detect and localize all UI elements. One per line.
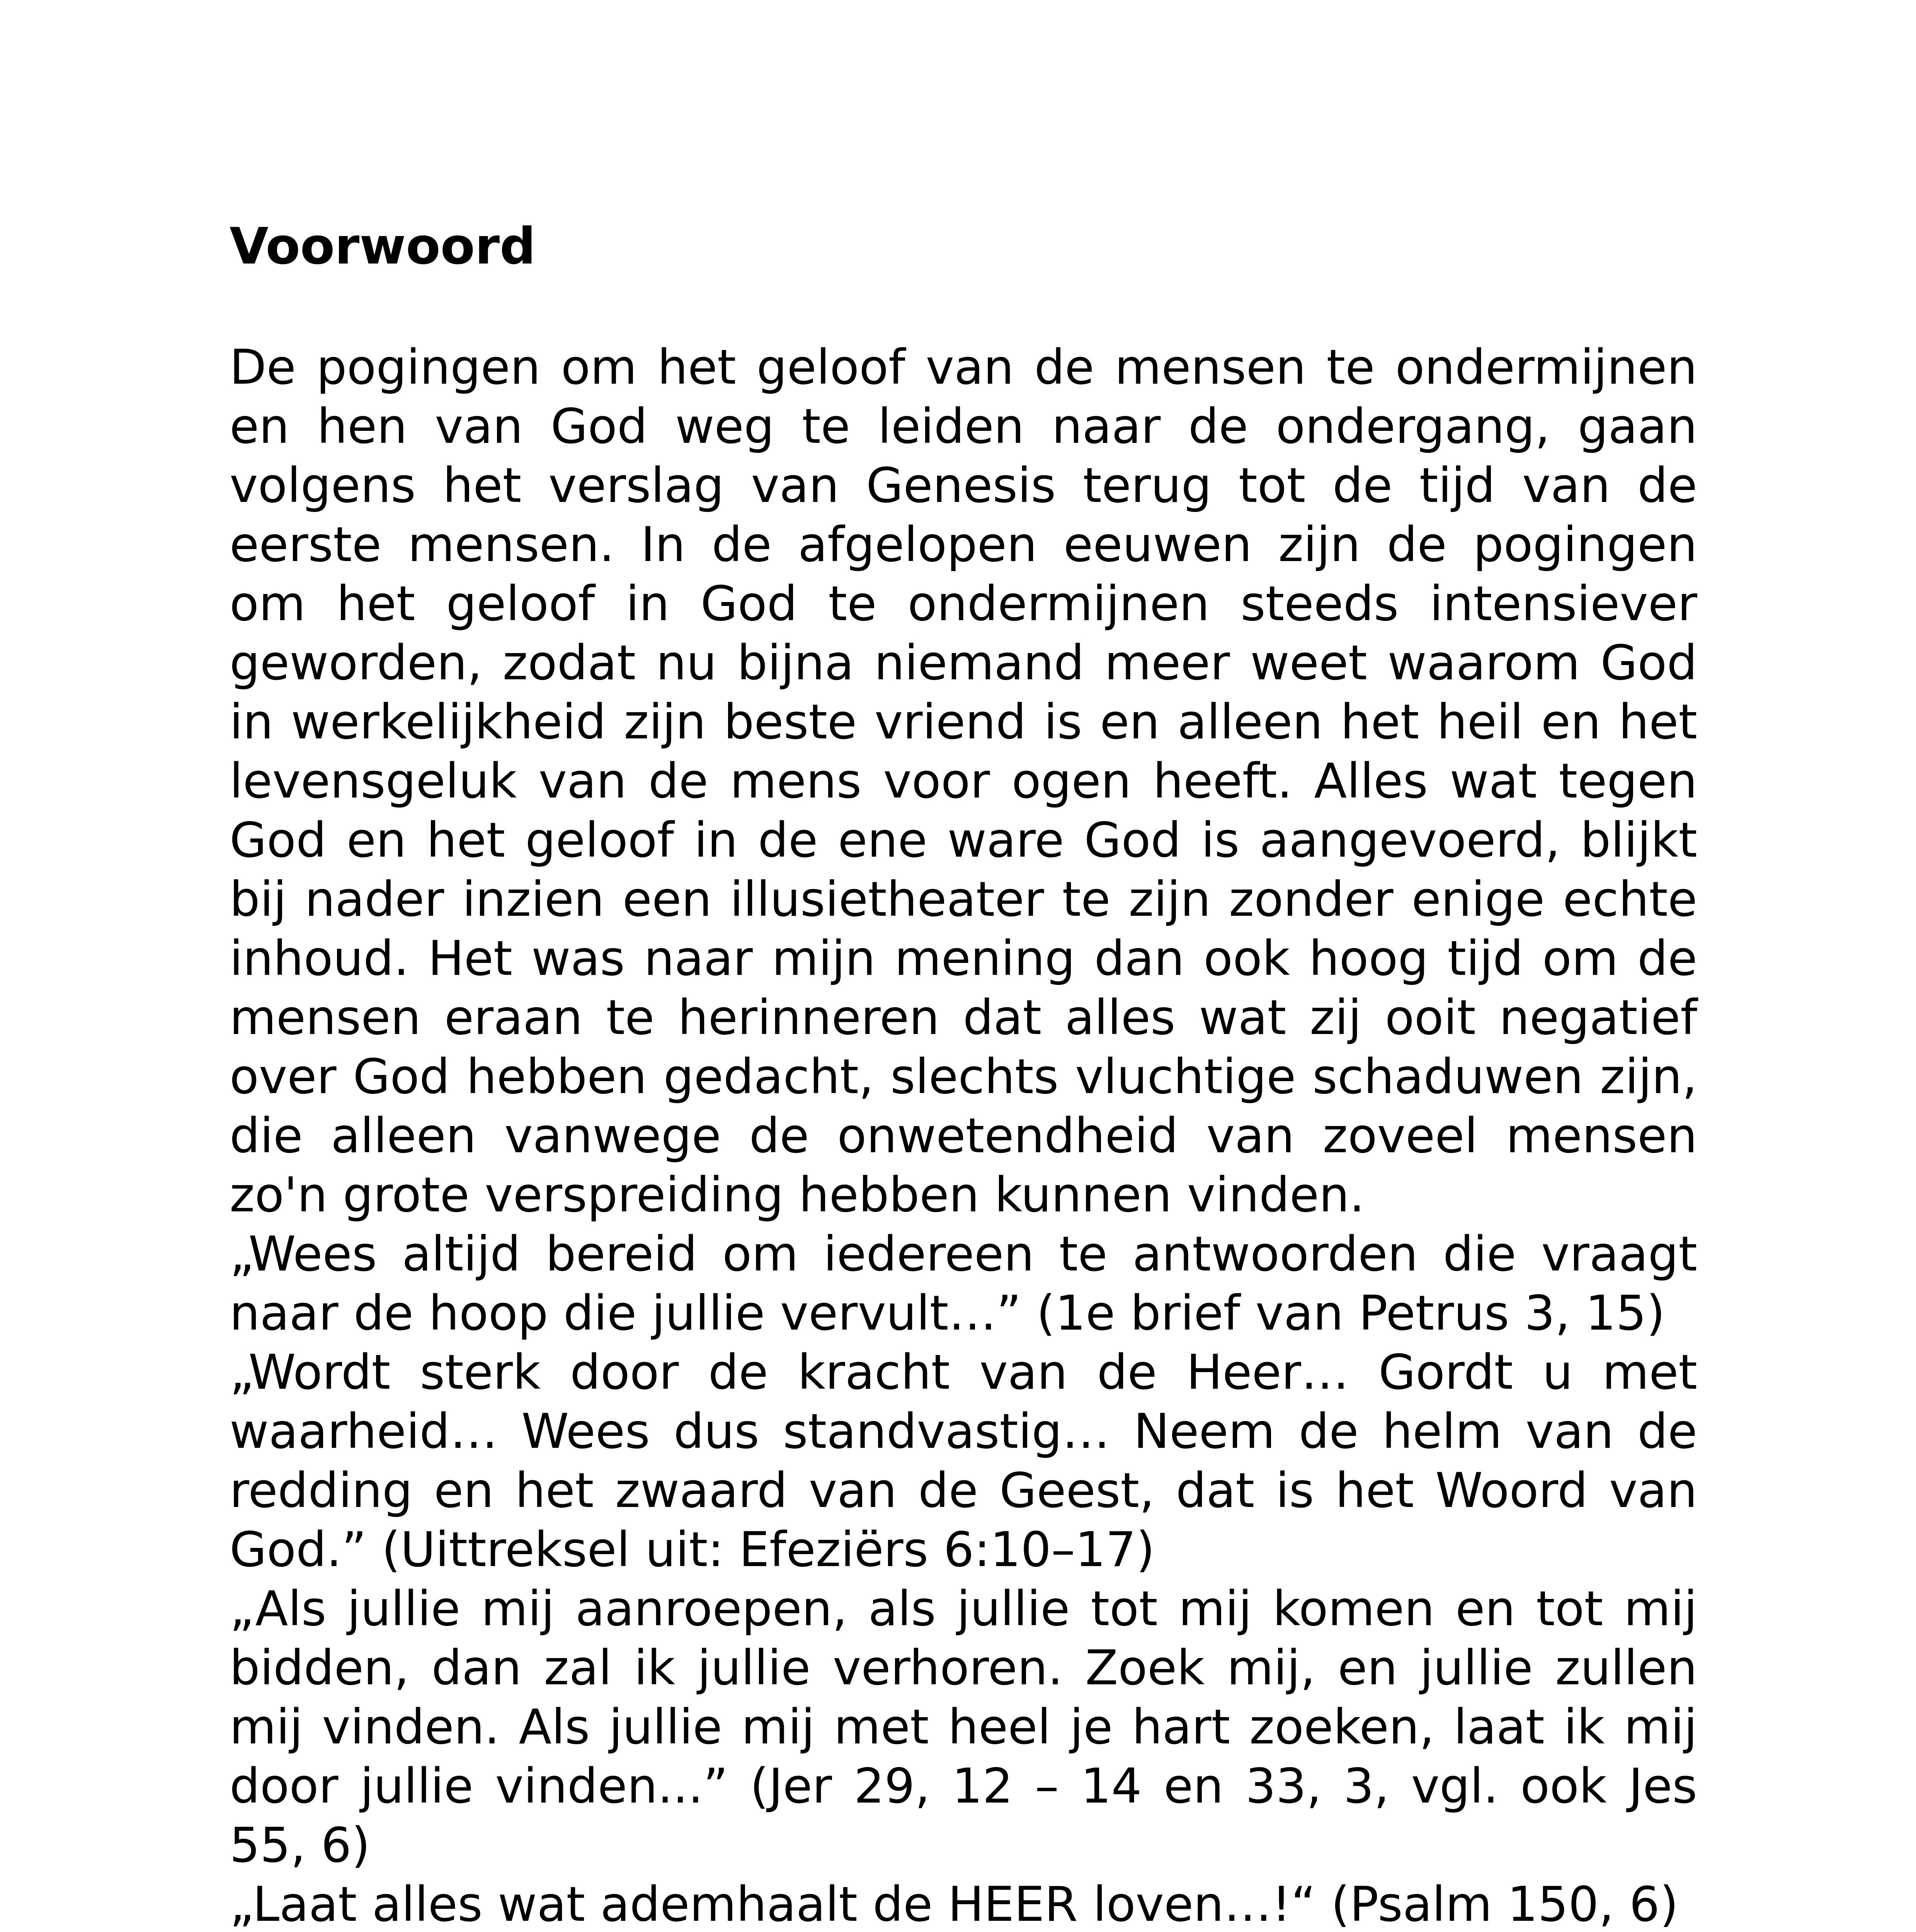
quote-efeziers: „Wordt sterk door de kracht van de Heer… Gordt u met waarheid… Wees dus standvastig… Neem de helm van de redding en het zwaard van de Geest, dat is het Woord van God.” (Uittreksel uit: Efeziërs 6:10–17) xyxy=(230,1345,1697,1578)
paragraph-intro: De pogingen om het geloof van de mensen te ondermijnen en hen van God weg te leiden naar de ondergang, gaan volgens het verslag van Genesis terug tot de tijd van de eerste mensen. In de afgelopen eeuwen zijn de pogingen om het geloof in God te ondermijnen steeds intensiever geworden, zodat nu bijna niemand meer weet waarom God in werkelijkheid zijn beste vriend is en alleen het heil en het levensgeluk van de mens voor ogen heeft. Alles wat tegen God en het geloof in de ene ware God is aangevoerd, blijkt bij nader inzien een illusietheater te zijn zonder enige echte inhoud. Het was naar mijn mening dan ook hoog tijd om de mensen eraan te herinneren dat alles wat zij ooit negatief over God hebben gedacht, slechts vluchtige schaduwen zijn, die alleen vanwege de onwetendheid van zoveel mensen zo'n grote verspreiding hebben kunnen vinden. xyxy=(230,340,1697,1223)
page-title: Voorwoord xyxy=(230,217,536,276)
spacer xyxy=(230,276,1697,338)
document-page xyxy=(230,216,1697,1932)
quote-jeremia: „Als jullie mij aanroepen, als jullie tot mij komen en tot mij bidden, dan zal ik jullie verhoren. Zoek mij, en jullie zullen mij vinden. Als jullie mij met heel je hart zoeken, laat ik mij door jullie vinden...” (Jer 29, 12 – 14 en 33, 3, vgl. ook Jes 55, 6) xyxy=(230,1581,1697,1873)
quote-petrus: „Wees altijd bereid om iedereen te antwoorden die vraagt naar de hoop die jullie vervult…” (1e brief van Petrus 3, 15) xyxy=(230,1226,1697,1341)
quote-psalm: „Laat alles wat ademhaalt de HEER loven…!“ (Psalm 150, 6) xyxy=(230,1877,1679,1932)
